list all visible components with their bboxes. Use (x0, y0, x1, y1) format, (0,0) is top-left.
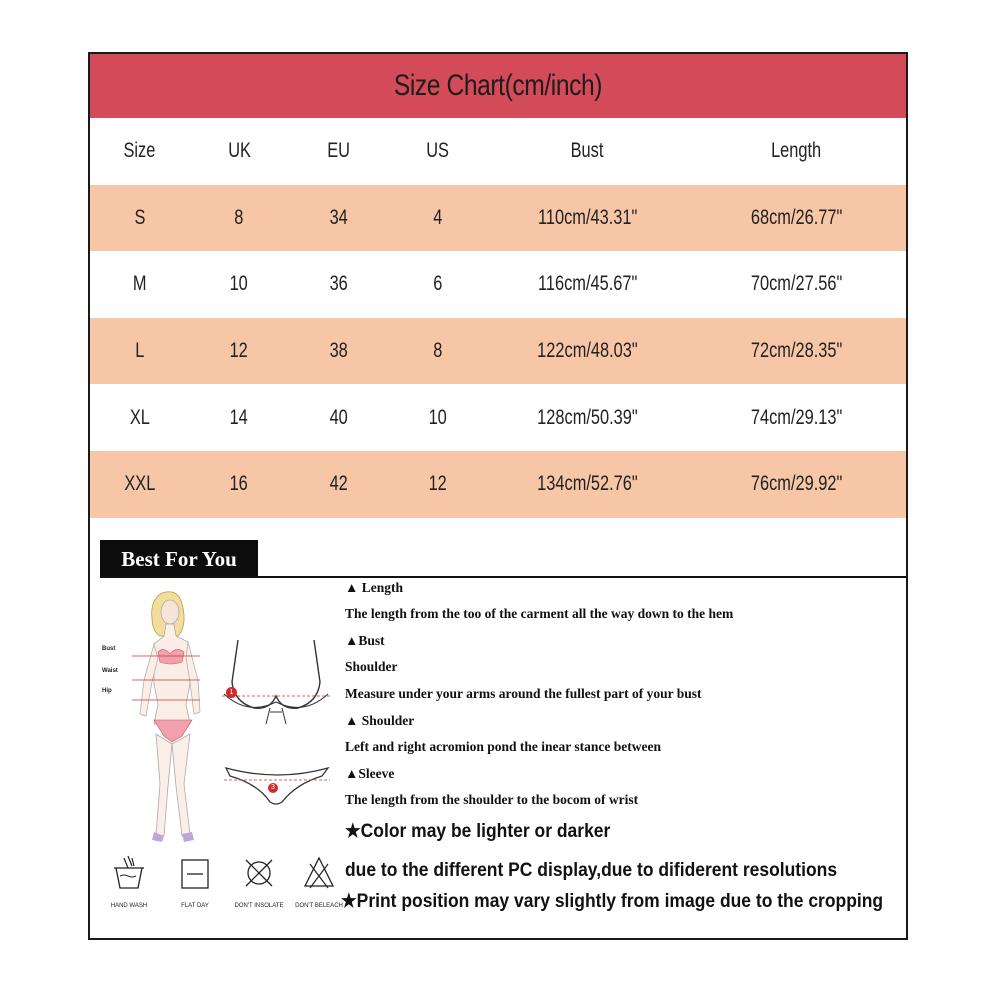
instruction-line: ▲Bust (345, 633, 385, 648)
table-cell: 110cm/43.31" (488, 185, 687, 252)
table-cell: 74cm/29.13" (750, 405, 843, 429)
size-table (90, 118, 906, 518)
table-row (90, 185, 906, 252)
table-cell: 12 (189, 318, 288, 385)
header-cell: US (426, 139, 450, 163)
hand-wash-icon: HAND WASH (98, 854, 160, 909)
figure-label-hip: Hip (102, 688, 112, 694)
table-cell: 16 (189, 451, 288, 518)
do-not-bleach-icon: DON'T BELEACH (288, 854, 350, 909)
marker-bust: 1 (226, 687, 237, 698)
table-row (90, 318, 906, 385)
note-line: ★Print position may vary slightly from image due to the cropping (341, 891, 884, 912)
divider (100, 576, 906, 578)
instruction-line: Left and right acromion pond the inear stance between (345, 739, 661, 754)
table-cell: 72cm/28.35" (687, 318, 906, 385)
do-not-tumble-dry-icon: DON'T INSOLATE (228, 854, 290, 909)
instruction-line: ▲ Shoulder (345, 713, 415, 728)
table-cell: 116cm/45.67" (537, 272, 637, 296)
table-cell: 38 (289, 318, 388, 385)
table-cell: 12 (388, 451, 487, 518)
table-cell: S (90, 185, 189, 252)
chart-title: Size Chart(cm/inch) (393, 69, 603, 102)
table-cell: 8 (388, 318, 487, 385)
instruction-line: Measure under your arms around the fullest part of your bust (345, 686, 702, 701)
flat-dry-icon: FLAT DAY (164, 854, 226, 909)
table-row (90, 251, 906, 318)
table-cell: 70cm/27.56" (750, 272, 843, 296)
table-cell: 40 (329, 405, 348, 429)
header-cell: EU (327, 139, 350, 163)
table-cell: XXL (90, 451, 189, 518)
instruction-line: Shoulder (345, 659, 398, 674)
table-row (90, 451, 906, 518)
table-row (90, 384, 906, 451)
bikini-top-diagram (218, 632, 333, 732)
table-header-row (90, 118, 906, 185)
header-cell: Size (123, 139, 156, 163)
best-for-you-label: Best For You (121, 546, 237, 571)
size-chart-frame (88, 52, 908, 940)
table-cell: M (132, 272, 147, 296)
model-figure-illustration (110, 584, 220, 844)
header-cell: Bust (570, 139, 604, 163)
table-cell: 128cm/50.39" (536, 405, 638, 429)
note-line: due to the different PC display,due to difiderent resolutions (345, 860, 838, 881)
table-cell: 122cm/48.03" (488, 318, 687, 385)
table-cell: 10 (428, 405, 447, 429)
table-cell: 42 (289, 451, 388, 518)
marker-hip: 3 (268, 783, 278, 793)
table-cell: 8 (189, 185, 288, 252)
table-cell: 34 (289, 185, 388, 252)
header-cell: Length (771, 139, 822, 163)
table-cell: 14 (230, 405, 249, 429)
instruction-line: ▲Sleeve (345, 766, 395, 781)
best-for-you-tab (100, 540, 258, 578)
figure-label-waist: Waist (102, 668, 118, 674)
instruction-line: ▲ Length (345, 580, 403, 595)
table-cell: 134cm/52.76" (488, 451, 687, 518)
table-cell: 68cm/26.77" (687, 185, 906, 252)
table-cell: 76cm/29.92" (687, 451, 906, 518)
table-cell: 10 (230, 272, 249, 296)
instruction-line: The length from the too of the carment all the way down to the hem (345, 606, 734, 621)
note-line: ★Color may be lighter or darker (345, 821, 611, 842)
table-cell: 6 (433, 272, 443, 296)
figure-label-bust: Bust (102, 646, 116, 652)
header-cell: UK (227, 139, 251, 163)
table-cell: L (90, 318, 189, 385)
table-cell: XL (129, 405, 150, 429)
instruction-line: The length from the shoulder to the bocom of wrist (345, 792, 639, 807)
title-bar (90, 54, 906, 118)
table-cell: 36 (329, 272, 348, 296)
table-cell: 4 (388, 185, 487, 252)
